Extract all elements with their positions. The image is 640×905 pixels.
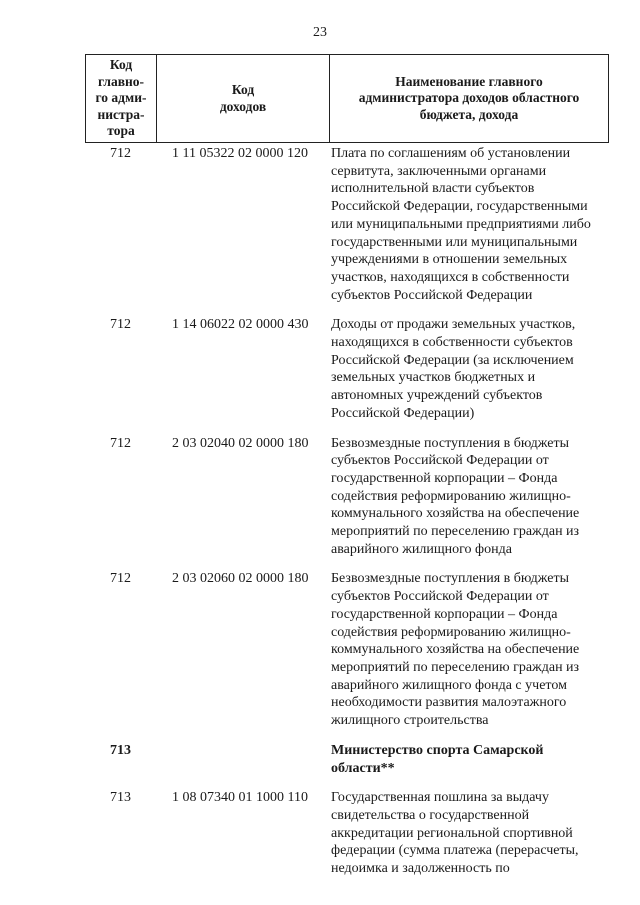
admin-code: 712	[110, 435, 131, 451]
income-name: Доходы от продажи земельных участков, находящихся в собственности субъектов Российской Федерации (за исключением земельных участков бюджетных и автономных учреждений субъектов Российской Федерации)	[331, 317, 576, 421]
income-code: 1 11 05322 02 0000 120	[172, 146, 308, 161]
table-row	[85, 570, 609, 729]
page-number: 23	[313, 25, 327, 40]
table-row	[85, 145, 609, 304]
admin-code: 712	[110, 317, 131, 333]
income-name: Безвозмездные поступления в бюджеты субъектов Российской Федерации от государственной корпорации – Фонда содействия реформированию жилищно- коммунального хозяйства на обеспечение мероприятий по переселению граждан из аварийного жилищного фонда	[331, 435, 580, 557]
table-row	[85, 789, 609, 878]
table-row-section	[85, 742, 609, 777]
income-name: Безвозмездные поступления в бюджеты субъектов Российской Федерации от государственной корпорации – Фонда содействия реформированию жилищно- коммунального хозяйства на обеспечение мероприятий по переселению граждан из аварийного жилищного фонда с учетом необходимости развития малоэтажного жилищного строительства	[331, 571, 580, 729]
table-body	[85, 145, 609, 878]
table-row	[85, 316, 609, 422]
admin-code: 712	[110, 571, 131, 587]
admin-code: 712	[110, 146, 131, 161]
header-income-code: Код доходов	[157, 55, 330, 142]
income-name: Министерство спорта Самарской области**	[331, 742, 544, 776]
income-code: 2 03 02040 02 0000 180	[172, 435, 309, 451]
table-header	[85, 54, 609, 143]
income-code: 1 14 06022 02 0000 430	[172, 317, 309, 333]
header-admin-code: Код главно- го адми- нистра- тора	[86, 55, 157, 142]
table-row	[85, 435, 609, 559]
income-code: 2 03 02060 02 0000 180	[172, 571, 309, 587]
admin-code: 713	[110, 742, 131, 758]
income-code	[156, 742, 329, 777]
header-name: Наименование главного администратора доходов областного бюджета, дохода	[358, 73, 580, 122]
income-name: Государственная пошлина за выдачу свидетельства о государственной аккредитации региональной спортивной федерации (сумма платежа (перерасчеты, недоимка и задолженность по	[331, 790, 579, 877]
income-name: Плата по соглашениям об установлении сервитута, заключенными органами исполнительной власти субъектов Российской Федерации, государственными или муниципальными предприятиями либо государственными или муниципальными учреждениями в отношении земельных участков, находящихся в собственности субъектов Российской Федерации	[331, 146, 591, 303]
income-code: 1 08 07340 01 1000 110	[172, 790, 308, 806]
admin-code: 713	[110, 790, 131, 806]
